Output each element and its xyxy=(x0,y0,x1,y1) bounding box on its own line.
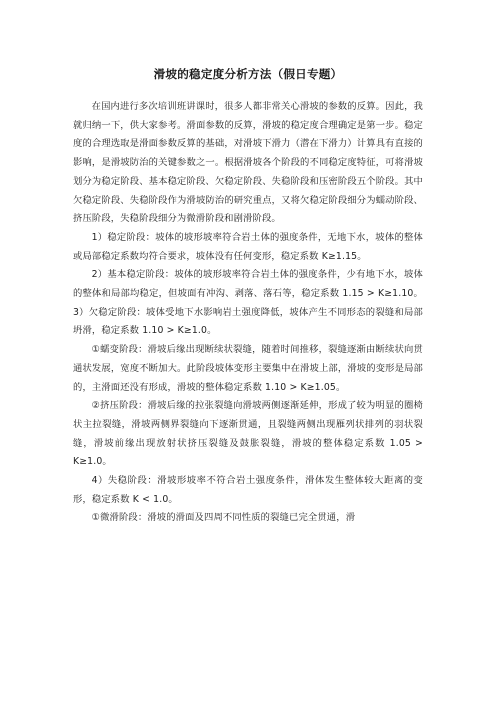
paragraph-failure-stage: 4）失稳阶段：滑坡形坡率不符合岩土强度条件，滑体发生整体较大距离的变形，稳定系数 K < 1.0。 xyxy=(73,475,423,505)
paragraph-intro: 在国内进行多次培训班讲课时，很多人都非常关心滑坡的参数的反算。因此，我就归纳一下，供大家参考。滑面参数的反算，滑坡的稳定度合理确定是第一步。稳定度的合理选取是滑面参数反算的基础，对滑坡下滑力（潜在下滑力）计算具有直接的影响，是滑坡防治的关键参数之一。根据滑坡各个阶段的不同稳定度特征，可将滑坡划分为稳定阶段、基本稳定阶段、欠稳定阶段、失稳阶段和压密阶段五个阶段。其中欠稳定阶段、失稳阶段作为滑坡防治的研究重点，又将欠稳定阶段细分为蠕动阶段、挤压阶段，失稳阶段细分为微滑阶段和剧滑阶段。 xyxy=(73,101,423,225)
paragraph-squeeze-stage: ②挤压阶段：滑坡后缘的拉张裂缝向滑坡两侧逐渐延伸，形成了较为明显的圈椅状主拉裂缝，滑坡两侧界裂缝向下逐渐贯通，且裂缝两侧出现雁列状排列的羽状裂缝，滑坡前缘出现放射状挤压裂缝及鼓胀裂缝，滑坡的整体稳定系数 1.05 > K≥1.0。 xyxy=(73,400,423,468)
paragraph-basic-stable-stage: 2）基本稳定阶段：坡体的坡形坡率符合岩土体的强度条件，少有地下水，坡体的整体和局部均稳定，但坡面有冲沟、剥落、落石等，稳定系数 1.15 > K≥1.10。3）欠稳定阶段：坡体受地下水影响岩土强度降低，坡体产生不同形态的裂缝和局部坍滑，稳定系数 1.10 > K≥1.0。 xyxy=(73,269,423,337)
document-title: 滑坡的稳定度分析方法（假日专题） xyxy=(153,67,343,81)
paragraph-micro-slide-stage: ①微滑阶段：滑坡的滑面及四周不同性质的裂缝已完全贯通，滑 xyxy=(91,512,356,524)
paragraph-stable-stage: 1）稳定阶段：坡体的坡形坡率符合岩土体的强度条件，无地下水，坡体的整体或局部稳定系数均符合要求，坡体没有任何变形，稳定系数 K≥1.15。 xyxy=(73,231,423,262)
paragraph-creep-stage: ①蠕变阶段：滑坡后缘出现断续状裂缝，随着时间推移，裂缝逐渐由断续状向贯通状发展，宽度不断加大。此阶段坡体变形主要集中在滑坡上部，滑坡的变形是局部的，主滑面还没有形成，滑坡的整体稳定系数 1.10 > K≥1.05。 xyxy=(73,344,423,393)
